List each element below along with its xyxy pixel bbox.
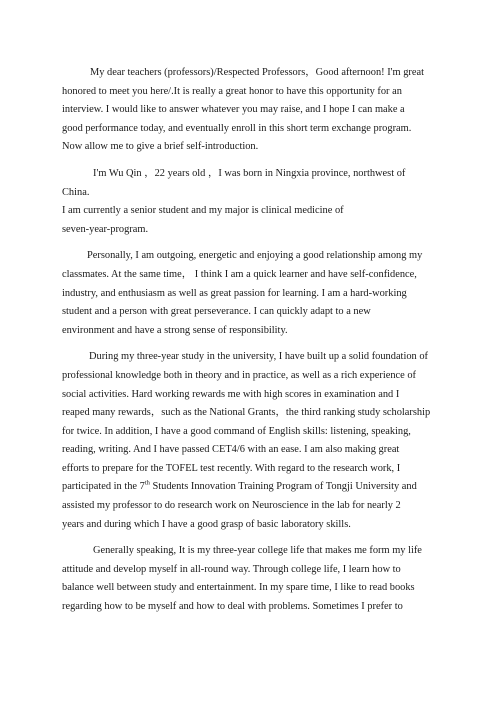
paragraph-greeting: My dear teachers (professors)/Respected Professors，Good afternoon! I'm great honored to meet you here/.It is really a great honor to have this opportunity for an interview. I would like to answer whatever you may raise, and I hope I can make a good performance today, and eventually enroll in this short term exchange program. Now allow me to give a brief self-introduction.	[62, 67, 424, 153]
paragraph-study-text-continued: Students Innovation Training Program of Tongji University and assisted my professor to do research work on Neuroscience in the lab for nearly 2 years and during which I have a good grasp of basic laboratory skills.	[62, 481, 417, 530]
paragraph-personality: Personally, I am outgoing, energetic and enjoying a good relationship among my classmates. At the same time， I think I am a quick learner and have self-confidence, industry, and enthusiasm as well as great passion for learning. I am a hard-working student and a person with great perseverance. I can quickly adapt to a new environment and have a strong sense of responsibility.	[62, 250, 423, 336]
paragraph-study	[62, 348, 434, 534]
paragraph-study-text: During my three-year study in the university, I have built up a solid foundation of professional knowledge both in theory and in practice, as well as a rich experience of social activities. Hard working rewards me with high scores in examination and I reaped many rewards，such as the National Grants，the third ranking study scholarship for twice. In addition, I have a good command of English skills: listening, speaking, reading, writing. And I have passed CET4/6 with an ease. I am also making great efforts to prepare for the TOFEL test recently. With regard to the research work, I participated in the 7	[62, 351, 431, 493]
ordinal-superscript: th	[144, 480, 150, 487]
paragraph-identity: I'm Wu Qin ，22 years old ，I was born in Ningxia province, northwest of China. I am currently a senior student and my major is clinical medicine of seven-year-program.	[62, 167, 406, 235]
paragraph-college-life: Generally speaking, It is my three-year college life that makes me form my life attitude and develop myself in all-round way. Through college life, I learn how to balance well between study and entertainment. In my spare time, I like to read books regarding how to be myself and how to deal with problems. Sometimes I prefer to	[62, 545, 422, 613]
